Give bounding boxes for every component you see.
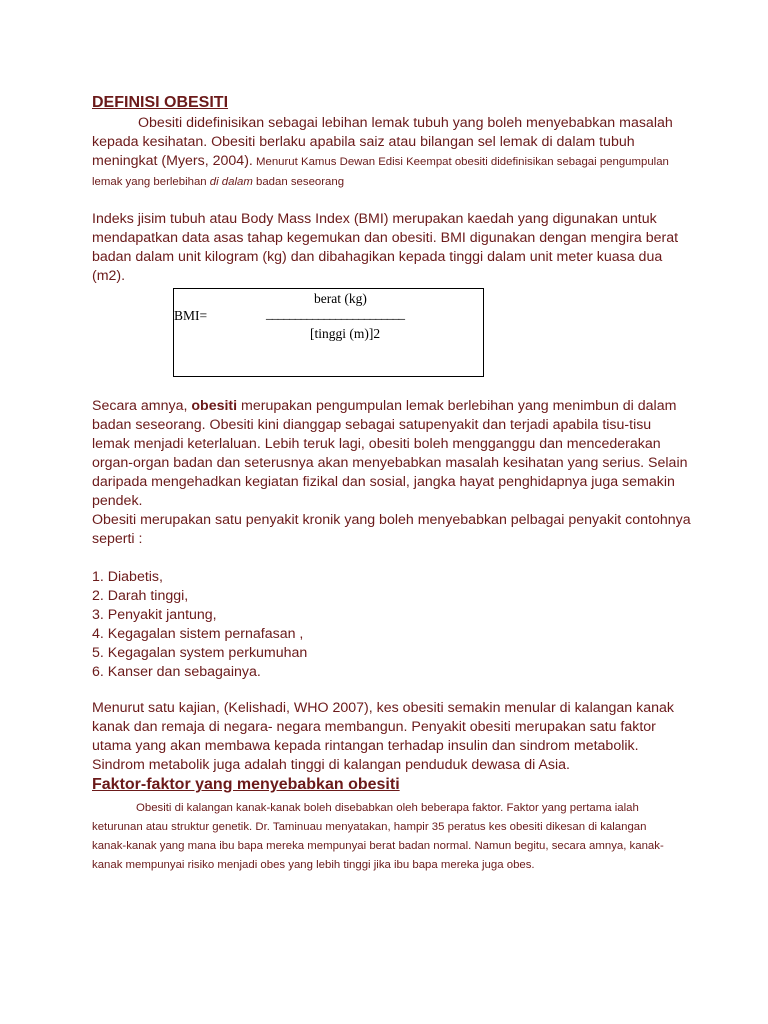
paragraph-obesiti-general <box>92 397 692 511</box>
general-bold-term: obesiti <box>191 398 238 414</box>
list-item: 6. Kanser dan sebagainya. <box>92 664 261 680</box>
page-title: DEFINISI OBESITI <box>92 94 229 111</box>
list-item: 3. Penyakit jantung, <box>92 607 217 623</box>
formula-fraction-bar: ________________________ <box>266 306 404 321</box>
definition-text: Obesiti didefinisikan sebagai lebihan lemak tubuh yang boleh menyebabkan masalah kepada kesihatan. Obesiti berlaku apabila saiz atau bilangan sel lemak di dalam tubuh meningkat (Myers, 2004). <box>92 115 673 169</box>
paragraph-study: Menurut satu kajian, (Kelishadi, WHO 2007), kes obesiti semakin menular di kalangan kanak kanak dan remaja di negara- negara membangun. Penyakit obesiti merupakan satu faktor utama yang akan membawa kepada rintangan terhadap insulin dan sindrom metabolik. Sindrom metabolik juga adalah tinggi di kalangan penduduk dewasa di Asia. <box>92 700 674 773</box>
list-item: 1. Diabetis, <box>92 569 163 585</box>
section-subtitle: Faktor-faktor yang menyebabkan obesiti <box>92 776 400 793</box>
disease-list <box>92 568 307 682</box>
formula-denominator: [tinggi (m)]2 <box>310 326 381 341</box>
definition-end-text: badan seseorang <box>252 176 345 188</box>
bmi-formula-box <box>173 288 484 377</box>
general-text-a: Secara amnya, <box>92 398 192 414</box>
definition-kamus-text: Menurut Kamus Dewan Edisi Keempat obesiti didefinisikan sebagai pengumpulan lemak yang berlebihan <box>92 156 669 188</box>
paragraph-chronic-disease: Obesiti merupakan satu penyakit kronik yang boleh menyebabkan pelbagai penyakit contohnya seperti : <box>92 512 691 547</box>
paragraph-factors <box>92 799 677 875</box>
formula-lhs: BMI= <box>174 308 208 323</box>
list-item: 5. Kegagalan system perkumuhan <box>92 645 308 661</box>
list-item: 2. Darah tinggi, <box>92 588 189 604</box>
definition-italic-text: di dalam <box>209 176 253 188</box>
paragraph-definition <box>92 114 692 192</box>
general-text-b: merupakan pengumpulan lemak berlebihan yang menimbun di dalam badan seseorang. Obesiti kini dianggap sebagai satupenyakit dan terjadi apabila tisu-tisu lemak menjadi keterlaluan. Lebih teruk lagi, obesiti boleh mengganggu dan mencederakan organ-organ badan dan seterusnya akan menyebabkan masalah kesihatan yang serius. Selain daripada mengehadkan kegiatan fizikal dan sosial, jangka hayat penghidapnya juga semakin pendek. <box>92 398 688 509</box>
factors-text: Obesiti di kalangan kanak-kanak boleh disebabkan oleh beberapa faktor. Faktor yang pertama ialah keturunan atau struktur genetik. Dr. Taminuau menyatakan, hampir 35 peratus kes obesiti dikesan di kalangan kanak-kanak yang mana ibu bapa mereka mempunyai berat badan normal. Namun begitu, secara amnya, kanak-kanak mempunyai risiko menjadi obes yang lebih tinggi jika ibu bapa mereka juga obes. <box>92 802 664 871</box>
paragraph-bmi: Indeks jisim tubuh atau Body Mass Index (BMI) merupakan kaedah yang digunakan untuk mendapatkan data asas tahap kegemukan dan obesiti. BMI digunakan dengan mengira berat badan dalam unit kilogram (kg) dan dibahagikan kepada tinggi dalam unit meter kuasa dua (m2). <box>92 211 679 284</box>
list-item: 4. Kegagalan sistem pernafasan , <box>92 626 304 642</box>
formula-numerator: berat (kg) <box>314 291 367 306</box>
